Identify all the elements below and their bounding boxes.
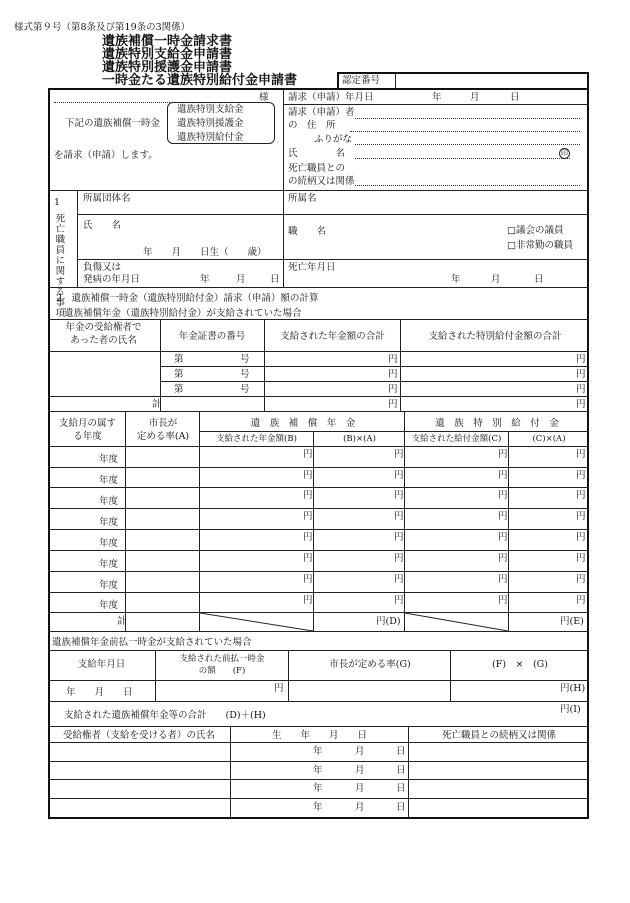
col-f-times-g: (F) × (G) <box>492 659 548 670</box>
table-a-total-label: 計 <box>152 399 162 410</box>
seal-mark: 印 <box>561 149 568 157</box>
option-special-payment: 遺族特別支給金 <box>177 104 244 115</box>
section2-sub-a: 遺族補償年金（遺族特別給付金）が支給されていた場合 <box>64 308 302 319</box>
injury-date-label-1: 負傷又は <box>83 262 122 273</box>
diagonal-mark <box>405 613 508 631</box>
total-h: 円(H) <box>560 683 586 694</box>
section2-sub-b: 遺族補償年金前払一時金が支給されていた場合 <box>52 637 252 648</box>
option-special-benefit: 遺族特別給付金 <box>177 132 244 143</box>
relation-label-1: 死亡職員との <box>288 163 346 174</box>
col-advance-1: 支給された前払一時金 <box>179 654 265 664</box>
col-c-times-a: (C)×(A) <box>532 434 566 444</box>
advance-date-ymd: 年 月 日 <box>66 687 133 698</box>
cert-number-label: 認定番号 <box>342 75 381 86</box>
title-4: 一時金たる遺族特別給付金申請書 <box>102 73 298 88</box>
fiscal-year-row: 年度 <box>99 454 119 465</box>
col-relation: 死亡職員との続柄又は関係 <box>441 730 556 741</box>
col-rate-a-1: 市長が <box>148 418 178 429</box>
col-birth-date: 生 年 月 日 <box>271 730 367 741</box>
applicant-label: 請求（申請）者 <box>288 107 355 118</box>
fiscal-year-row: 年度 <box>99 600 119 611</box>
col-recipient-name-1: 年金の受給権者で <box>65 322 142 333</box>
col-advance-2: の額 (F) <box>198 666 246 676</box>
title-2: 遺族特別支給金申請書 <box>102 47 233 62</box>
group-pension: 遺 族 補 償 年 金 <box>250 418 356 429</box>
total-e: 円(E) <box>560 616 584 627</box>
fiscal-year-row: 年度 <box>99 517 119 528</box>
birth-date-label: 年 月 日生（ 歳） <box>143 247 267 258</box>
injury-date-label-2: 発病の年月日 <box>83 274 141 285</box>
col-fiscal-year-2: る年度 <box>73 431 102 442</box>
request-suffix: を請求（申請）します。 <box>54 150 158 161</box>
title-3: 遺族特別援護金申請書 <box>102 60 233 75</box>
section2-heading: 2 遺族補償一時金（遺族特別給付金）請求（申請）額の計算 <box>56 293 319 304</box>
org-name-label: 所属団体名 <box>83 193 131 204</box>
title-1: 遺族補償一時金請求書 <box>102 34 233 49</box>
dept-name-label: 所属名 <box>288 193 317 204</box>
fiscal-year-row: 年度 <box>99 559 119 570</box>
sama-label: 様 <box>259 92 269 103</box>
col-pension-total: 支給された年金額の合計 <box>280 331 385 342</box>
part-time-checkbox[interactable]: □非常勤の職員 <box>507 240 573 251</box>
total-i: 円(I) <box>560 704 581 715</box>
fiscal-year-row: 年度 <box>99 496 119 507</box>
table-b-total-label: 計 <box>117 616 127 627</box>
position-label: 職 名 <box>288 226 327 237</box>
col-pay-date: 支給年月日 <box>77 659 126 670</box>
section1-vertical-label: 死亡職員に関する事項 <box>53 213 65 318</box>
col-paid-b: 支給された年金額(B) <box>216 434 297 444</box>
col-fiscal-year-1: 支給月の属す <box>58 418 116 429</box>
group-special-benefit: 遺 族 特 別 給 付 金 <box>435 418 559 429</box>
council-member-checkbox[interactable]: □議会の議員 <box>507 225 564 236</box>
fiscal-year-row: 年度 <box>99 475 119 486</box>
col-paid-c: 支給された給付金額(C) <box>411 434 502 444</box>
diagonal-mark <box>200 613 313 631</box>
total-d: 円(D) <box>376 616 401 627</box>
col-rate-g: 市長が定める率(G) <box>329 659 411 670</box>
relation-label-2: の続柄又は関係 <box>288 176 355 187</box>
col-cert-number: 年金証書の番号 <box>178 331 246 342</box>
col-rate-a-2: 定める率(A) <box>136 431 190 442</box>
applicant-name-label: 氏 名 <box>288 148 346 159</box>
request-date-label: 請求（申請）年月日 <box>288 92 374 103</box>
fiscal-year-row: 年度 <box>99 580 119 591</box>
col-b-times-a: (B)×(A) <box>343 434 376 444</box>
furigana-label: ふりがな <box>314 134 353 145</box>
deceased-name-label: 氏 名 <box>83 220 122 231</box>
section1-number: 1 <box>54 197 61 208</box>
col-recipient-name: 受給権者（支給を受ける者）の氏名 <box>62 730 215 741</box>
request-prefix: 下記の遺族補償一時金 <box>65 118 161 129</box>
sum-label: 支給された遺族補償年金等の合計 (D)＋(H) <box>64 710 266 721</box>
col-special-total: 支給された特別給付金額の合計 <box>428 331 562 342</box>
fiscal-year-row: 年度 <box>99 538 119 549</box>
address-label: の 住 所 <box>288 120 336 131</box>
form-number: 様式第９号（第8条及び第19条の3関係） <box>14 22 191 33</box>
col-recipient-name-2: あった者の氏名 <box>70 335 137 346</box>
option-special-aid: 遺族特別援護金 <box>177 118 244 129</box>
death-date-label: 死亡年月日 <box>288 262 336 273</box>
